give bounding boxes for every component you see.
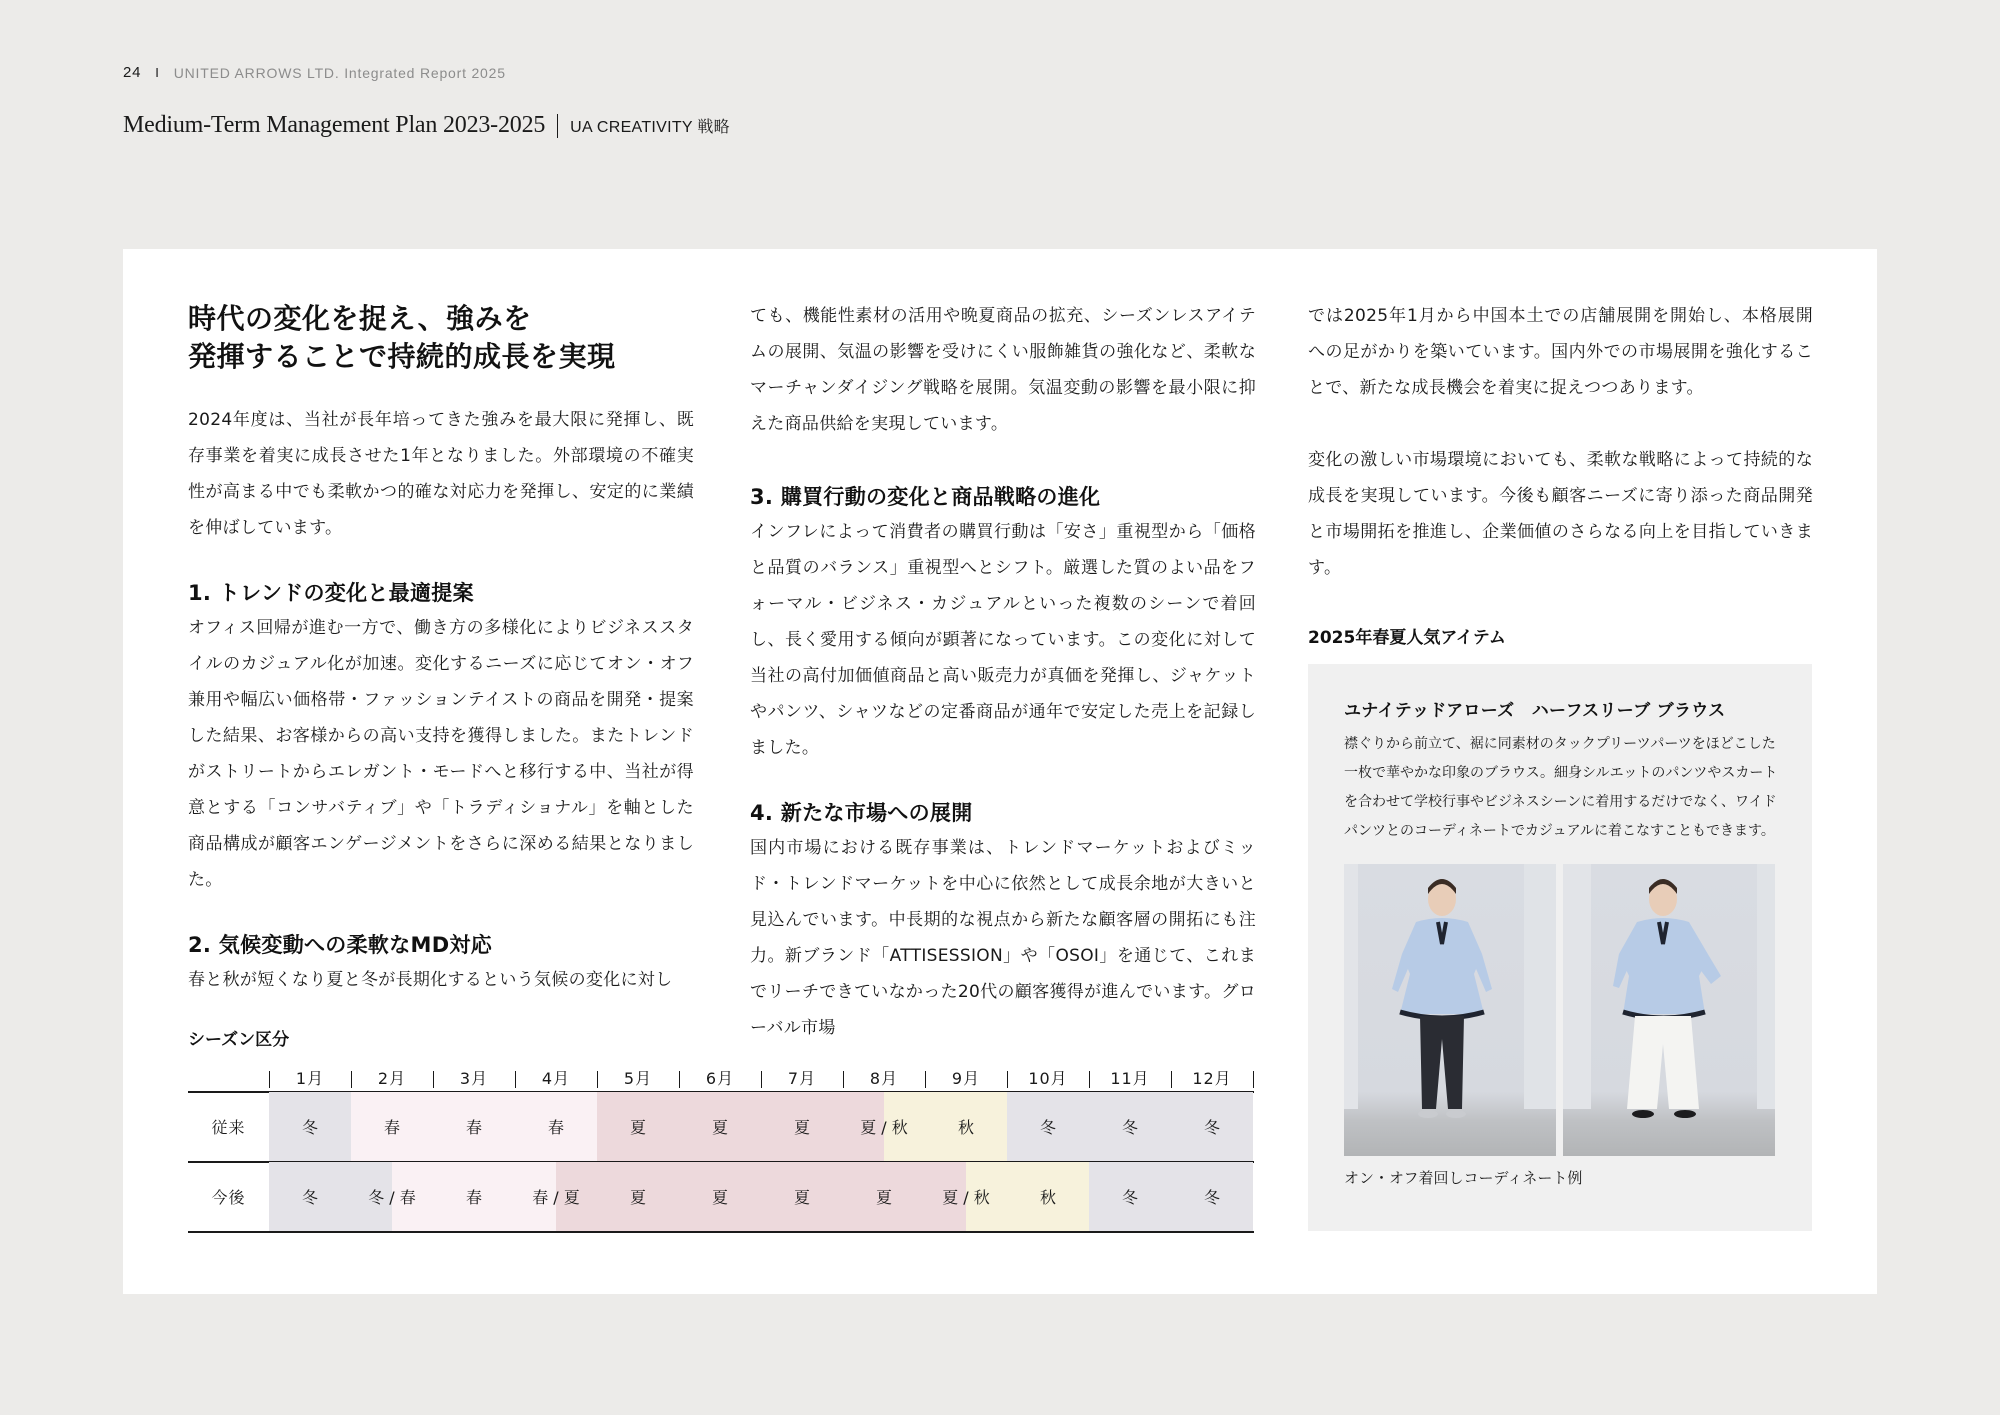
- article-title-line: 発揮することで持続的成長を実現: [188, 340, 616, 373]
- outfit-illustration: [1563, 864, 1775, 1156]
- month-header-cell: 11月: [1110, 1069, 1150, 1088]
- season-cell: 春: [547, 1118, 564, 1137]
- title-divider: [557, 114, 558, 138]
- column-3: [1308, 298, 1813, 652]
- outfit-photo-office: [1344, 864, 1556, 1156]
- row-label-conventional: 従来: [211, 1118, 246, 1137]
- season-cell: 冬: [1039, 1118, 1056, 1137]
- column-1: [188, 300, 694, 998]
- month-header-cell: 10月: [1028, 1069, 1068, 1088]
- publication-name: UNITED ARROWS LTD. Integrated Report 2025: [173, 64, 506, 81]
- table-rule-bottom: [188, 1231, 1254, 1233]
- season-cell: 冬: [301, 1188, 318, 1207]
- season-cell: 夏: [711, 1188, 728, 1207]
- season-cell: 冬: [1203, 1188, 1220, 1207]
- season-cell: 春: [465, 1188, 482, 1207]
- month-header-cell: 1月: [295, 1069, 325, 1088]
- month-header-cell: 5月: [623, 1069, 653, 1088]
- section-3-body: インフレによって消費者の購買行動は「安さ」重視型から「価格と品質のバランス」重視型へとシフト。厳選した質のよい品をフォーマル・ビジネス・カジュアルといった複数のシーンで着回し、長く愛用する傾向が顕著になっています。この変化に対して当社の高付加価値商品と高い販売力が真価を発揮し、ジャケットやパンツ、シャツなどの定番商品が通年で安定した売上を記録しました。: [750, 522, 1256, 758]
- item-description: 襟ぐりから前立て、裾に同素材のタックプリーツパーツをほどこした一枚で華やかな印象のブラウス。細身シルエットのパンツやスカートを合わせて学校行事やビジネスシーンに着用するだけでなく、ワイドパンツとのコーディネートでカジュアルに着こなすこともできます。: [1344, 736, 1778, 839]
- season-cell: 夏: [875, 1188, 892, 1207]
- season-cell: 冬 / 春: [368, 1188, 416, 1207]
- month-header-cell: 8月: [869, 1069, 899, 1088]
- season-cell: 冬: [1121, 1188, 1138, 1207]
- month-header-cell: 7月: [787, 1069, 817, 1088]
- section-1-heading: 1. トレンドの変化と最適提案: [188, 581, 474, 605]
- month-header-row: [269, 1060, 1253, 1090]
- column-2: [750, 298, 1256, 1046]
- table-row-conventional: [188, 1092, 1254, 1161]
- season-cell: 秋: [957, 1118, 974, 1137]
- season-cell: 夏 / 秋: [942, 1188, 990, 1207]
- header-separator: I: [155, 65, 160, 80]
- conclusion-paragraph: 変化の激しい市場環境においても、柔軟な戦略によって持続的な成長を実現しています。今後も顧客ニーズに寄り添った商品開発と市場開拓を推進し、企業価値のさらなる向上を目指していきます。: [1308, 450, 1813, 578]
- season-cell: 夏: [711, 1118, 728, 1137]
- season-cell: 春: [465, 1118, 482, 1137]
- season-cell: 冬: [301, 1118, 318, 1137]
- season-cell: 夏 / 秋: [860, 1118, 908, 1137]
- section-4-body-part-2: では2025年1月から中国本土での店舗展開を開始し、本格展開への足がかりを築いています。国内外での市場展開を強化することで、新たな成長機会を着実に捉えつつあります。: [1308, 306, 1813, 398]
- section-4-heading: 4. 新たな市場への展開: [750, 801, 973, 825]
- month-header-cell: 3月: [459, 1069, 489, 1088]
- section-2-body-part-2: ても、機能性素材の活用や晩夏商品の拡充、シーズンレスアイテムの展開、気温の影響を受けにくい服飾雑貨の強化など、柔軟なマーチャンダイジング戦略を展開。気温変動の影響を最小限に抑えた商品供給を実現しています。: [750, 306, 1256, 434]
- season-cell: 夏: [793, 1188, 810, 1207]
- section-4-body-part-1: 国内市場における既存事業は、トレンドマーケットおよびミッド・トレンドマーケットを中心に依然として成長余地が大きいと見込んでいます。中長期的な視点から新たな顧客層の開拓にも注力。新ブランド「ATTISESSION」や「OSOI」を通じて、これまでリーチできていなかった20代の顧客獲得が進んでいます。グローバル市場: [750, 838, 1256, 1038]
- plan-title: Medium-Term Management Plan 2023-2025: [123, 112, 546, 138]
- season-cell: 春: [383, 1118, 400, 1137]
- photo-caption: オン・オフ着回しコーディネート例: [1344, 1169, 1583, 1187]
- section-title: [123, 112, 730, 139]
- popular-item-card: [1308, 664, 1812, 1231]
- running-header: [123, 64, 506, 81]
- month-divider: [1253, 1071, 1254, 1088]
- section-1-body: オフィス回帰が進む一方で、働き方の多様化によりビジネススタイルのカジュアル化が加速。変化するニーズに応じてオン・オフ兼用や幅広い価格帯・ファッションテイストの商品を開発・提案した結果、お客様からの高い支持を獲得しました。またトレンドがストリートからエレガント・モードへと移行する中、当社が得意とする「コンサバティブ」や「トラディショナル」を軸とした商品構成が顧客エンゲージメントをさらに深める結果となりました。: [188, 618, 694, 890]
- intro-paragraph: 2024年度は、当社が長年培ってきた強みを最大限に発揮し、既存事業を着実に成長させた1年となりました。外部環境の不確実性が高まる中でも柔軟かつ的確な対応力を発揮し、安定的に業績を伸ばしています。: [188, 410, 694, 538]
- month-header-cell: 4月: [541, 1069, 571, 1088]
- month-header-cell: 6月: [705, 1069, 735, 1088]
- section-2-heading: 2. 気候変動への柔軟なMD対応: [188, 933, 493, 957]
- season-cell: 春 / 夏: [532, 1188, 580, 1207]
- article-title-line: 時代の変化を捉え、強みを: [188, 302, 532, 335]
- section-3-heading: 3. 購買行動の変化と商品戦略の進化: [750, 485, 1101, 509]
- month-header-cell: 2月: [377, 1069, 407, 1088]
- article-title: [188, 300, 694, 376]
- item-name: ユナイテッドアローズ ハーフスリーブ ブラウス: [1344, 701, 1726, 721]
- season-cell: 冬: [1203, 1118, 1220, 1137]
- season-cell: 夏: [629, 1188, 646, 1207]
- table-row-future: [188, 1162, 1254, 1231]
- outfit-photo-casual: [1563, 864, 1775, 1156]
- season-cell: 夏: [793, 1118, 810, 1137]
- month-header-cell: 12月: [1192, 1069, 1232, 1088]
- page-number: 24: [123, 64, 142, 81]
- season-cell: 冬: [1121, 1118, 1138, 1137]
- subsection-title: UA CREATIVITY 戦略: [570, 119, 730, 136]
- month-header-cell: 9月: [951, 1069, 981, 1088]
- season-cell: 秋: [1039, 1188, 1056, 1207]
- outfit-illustration: [1344, 864, 1556, 1156]
- row-label-future: 今後: [211, 1188, 246, 1207]
- section-2-body-part-1: 春と秋が短くなり夏と冬が長期化するという気候の変化に対し: [188, 970, 673, 990]
- popular-items-heading: 2025年春夏人気アイテム: [1308, 628, 1506, 648]
- season-table-title: シーズン区分: [188, 1030, 290, 1050]
- season-cell: 夏: [629, 1118, 646, 1137]
